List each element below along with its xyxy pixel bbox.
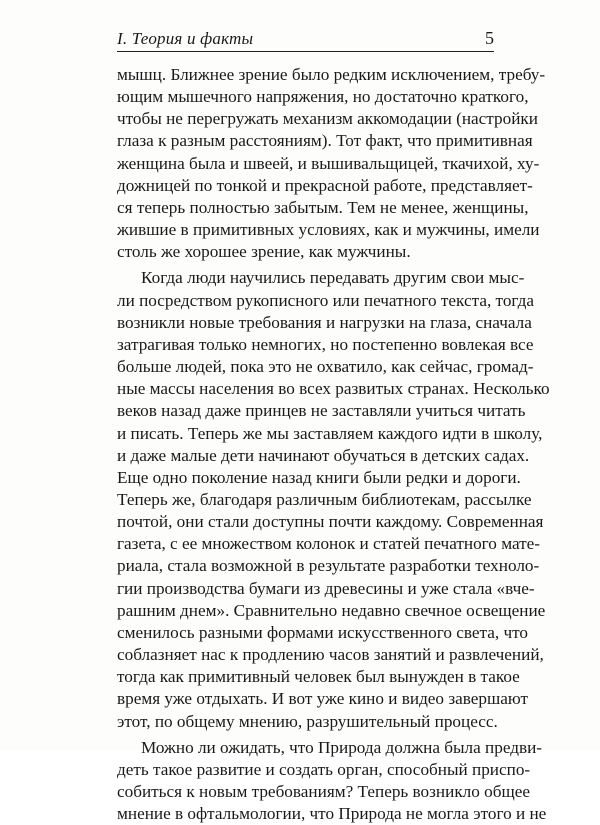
text-line: деть такое развитие и создать орган, способный приспо- xyxy=(117,759,531,779)
text-line: этот, по общему мнению, разрушительный процесс. xyxy=(117,711,498,731)
text-line: риала, стала возможной в результате разработки техноло- xyxy=(117,556,540,576)
text-line: женщина была и швеей, и вышивальщицей, ткачихой, ху- xyxy=(117,153,540,173)
text-line: соблазняет нас к продлению часов занятий и развлечений, xyxy=(117,645,544,665)
text-line: ные массы населения во всех развитых странах. Несколько xyxy=(117,379,550,399)
text-line: рашним днем». Сравнительно недавно свечное освещение xyxy=(117,600,546,620)
text-line: столь же хорошее зрение, как мужчины. xyxy=(117,242,411,262)
page-number: 5 xyxy=(485,28,494,48)
text-line: мнение в офтальмологии, что Природа не могла этого и не xyxy=(117,804,547,824)
paragraph-1 xyxy=(117,64,546,263)
text-line: Еще одно поколение назад книги были редки и дороги. xyxy=(117,467,521,487)
text-line: сменилось разными формами искусственного света, что xyxy=(117,622,529,642)
text-line: ли посредством рукописного или печатного текста, тогда xyxy=(117,290,534,310)
text-line: мышц. Ближнее зрение было редким исключением, требу- xyxy=(117,65,546,84)
text-line: ся теперь полностью забытым. Тем не менее, женщины, xyxy=(117,197,529,217)
text-line: тогда как примитивный человек был вынужден в такое xyxy=(117,667,520,687)
text-line: Можно ли ожидать, что Природа должна была предви- xyxy=(141,737,543,757)
text-line: Теперь же, благодаря различным библиотекам, рассылке xyxy=(117,489,532,509)
text-line: собиться к новым требованиям? Теперь возникло общее xyxy=(117,782,530,801)
text-line: дожницей по тонкой и прекрасной работе, представляет- xyxy=(117,175,533,195)
text-line: гии производства бумаги из древесины и уже стала «вче- xyxy=(117,578,535,598)
text-line: и даже малые дети начинают обучаться в детских садах. xyxy=(117,445,530,465)
text-line: время уже отдыхать. И вот уже кино и видео завершают xyxy=(117,689,528,709)
text-line: жившие в примитивных условиях, как и мужчины, имели xyxy=(117,220,540,240)
text-line: глаза к разным расстояниям). Тот факт, что примитивная xyxy=(117,131,533,151)
text-line: и писать. Теперь же мы заставляем каждого идти в школу, xyxy=(117,423,543,443)
text-line: Когда люди научились передавать другим свои мыс- xyxy=(141,268,525,288)
chapter-title: I. Теория и факты xyxy=(117,29,254,48)
running-header xyxy=(117,27,494,52)
text-line: больше людей, пока это не охватило, как сейчас, громад- xyxy=(117,357,534,377)
text-line: ющим мышечного напряжения, но достаточно краткого, xyxy=(117,87,529,107)
text-line: веков назад даже принцев не заставляли учиться читать xyxy=(117,401,526,421)
text-line: газета, с ее множеством колонок и статей печатного мате- xyxy=(117,534,541,554)
text-line: чтобы не перегружать механизм аккомодации (настройки xyxy=(117,109,538,129)
text-line: затрагивая только немногих, но постепенно вовлекая все xyxy=(117,334,534,354)
paragraph-2 xyxy=(117,267,550,732)
text-line: возникли новые требования и нагрузки на глаза, сначала xyxy=(117,312,532,332)
text-line: почтой, они стали доступны почти каждому. Современная xyxy=(117,512,544,532)
body-text xyxy=(117,64,550,825)
